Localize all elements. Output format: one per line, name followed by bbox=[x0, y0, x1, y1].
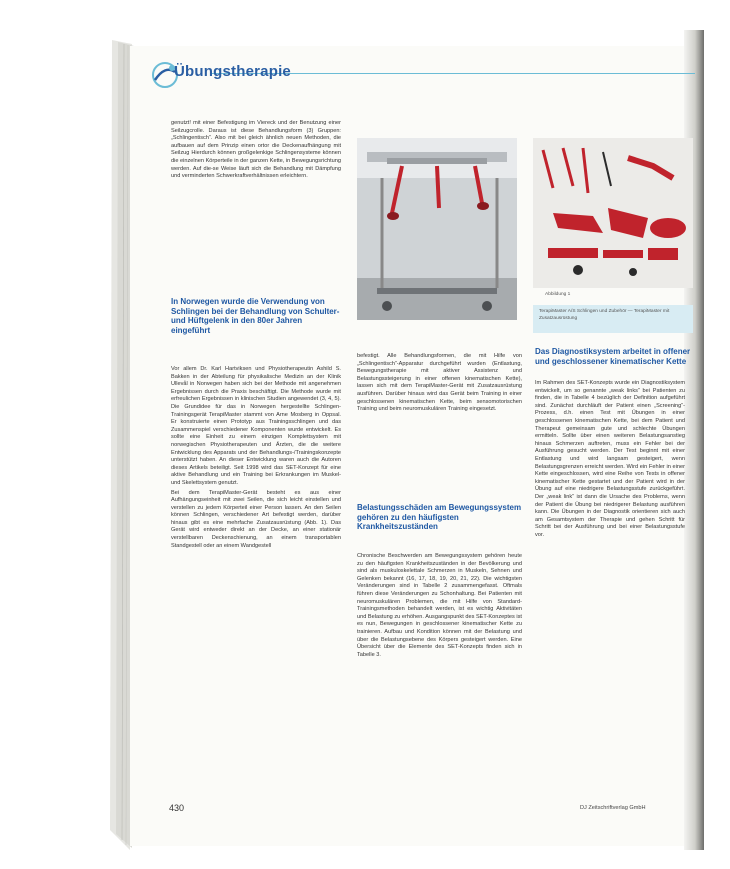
figure-photo-device bbox=[357, 138, 517, 320]
body-paragraph-2: Bei dem TerapiMaster-Gerät besteht es aus einer Aufhängungseinheit mit zwei Seilen, die sich leicht einstellen und verstellen zu jedem Körperteil einer Person lassen. An den Seilen können Schlingen, verschiedener Art befestigt werden, darüber hinaus gibt es eine mehrfache Zusatzausrüstung (Abb. 1). Das Gerät wird entweder direkt an der Decke, an einer stationär verstellbaren Deckenschienung, an einem transportablen Standgestell oder an einem Wandgestell bbox=[171, 489, 341, 549]
column-2-paragraph-2: Chronische Beschwerden am Bewegungssystem gehören heute zu den häufigsten Krankheitszuständen in der Bevölkerung und sind als muskuloskelettale Schmerzen in Muskeln, Sehnen und Gelenken bekannt (16, 17, 18, 19, 20, 21, 22). Die wichtigsten Veränderungen sind in Tabelle 2 zusammengefasst. Oftmals führen diese Veränderungen zu Schonhaltung. Bei Patienten mit neuromuskulären Problemen, die mit Hilfe von Standard-Trainingsmethoden behandelt werden, ist es wichtig Aktivitäten und Belastung zu erhöhen. Ausgangspunkt des SET-Konzeptes ist es nun, Bewegungen in geschlossener kinematischer Kette zu trainieren. Aufbau und Kondition können mit der Belastung und über die Belastungsebene des Körpers gesteigert werden. Eine Übersicht über die Elemente des SET-Konzepts finden sich in Tabelle 3. bbox=[357, 553, 522, 658]
column-3-paragraph: Im Rahmen des SET-Konzepts wurde ein Diagnostiksystem entwickelt, um so genannte „weak links“ bei Patienten zu finden, die in Tabelle 4 bezüglich der Definition aufgeführt sind. Zunächst durchläuft der Patient einen „Screening“-Prozess, d.h. einen Test mit Übungen in einer geschlossenen kinematischen Kette, bei dem Patient und Therapeut gemeinsam gute und schlechte Übungen ermitteln. Sollte über einen weiteren Belastungsanstieg hinaus Schmerzen auftreten, muss ein Fehler bei der Ausführung gesucht werden. Der Test beginnt mit einer Entlastung und wird langsam gesteigert, wenn Belastungsgrenzen erreicht werden. Wird ein Fehler in einer Kette eingeschlossen, wird eine Reihe von Tests in offener kinematischer Kette gestartet und der Patient wird in der Übung auf eine niedrigere Belastungsstufe zurückgeführt. Der „weak link“ ist dann die Ursache des Problems, wenn der Patient die Übung bei niedrigerer Belastung ausführen kann. Die Übungen in der Diagnostik orientieren sich auch am Gesamtsystem der Therapie und gehen Schritt für Schritt bei der Ausführung und bei einer Belastungsstufe vor. bbox=[535, 380, 685, 538]
column-3-body bbox=[535, 380, 685, 541]
column-1-intro bbox=[171, 120, 341, 183]
column-2-continuation bbox=[357, 353, 522, 416]
column-2-paragraph-1: befestigt. Alle Behandlungsformen, die mit Hilfe von „Schlingentisch“-Apparatur durchgeführt wurden (Entlastung, Bewegungstherapie mit aktiver Assistenz und Belastungssteigerung in einer offenen kinematischen Kette), lassen sich mit dem TerapiMaster-Gerät mit Zusatzausrüstung ausführen. Darüber hinaus wird das Gerät beim Training in einer geschlossenen kinematischen Kette, beim sensomotorischen Training und beim neuromuskulären Training eingesetzt. bbox=[357, 353, 522, 413]
footer-publisher: DJ Zeitschriftverlag GmbH bbox=[580, 805, 646, 811]
body-paragraph-1: Vor allem Dr. Karl Hartviksen und Physiotherapeutin Ashild S. Bakken in der Abteilung für physikalische Medizin an der Klinik Ullevål in Norwegen haben sich bei der Methode mit angenehmen Ergebnissen durch die Praxis beschäftigt. Die Methode wurde mit erfreulichen Ergebnissen in klinischen Studien angewendet (3, 4, 5). Die Grundidee für das in Norwegen hergestellte Schlingen-Trainingsgerät TerapiMaster stammt von Arne Mosberg in Oppsal. Er konstruierte einen Prototyp aus Trainingsschlingen und das Zusammenspiel verschiedener Komponenten wurde entwickelt. Es sollte eine Einheit zu einem einzigen Komplettsystem mit norwegischen Physiotherapeuten und Ärzten, die die weitere Entwicklung des Apparats und der Behandlungs-/Trainingskonzepte unterstützt haben. An dieser Entwicklung waren auch die Autoren dieses Artikels beteiligt. Seit 1998 wird das SET-Konzept für eine aktive Behandlung und ein Training bei Erkrankungen im Muskel- und Skelettsystem genutzt. bbox=[171, 366, 341, 486]
accessories-photo-illustration bbox=[533, 138, 693, 288]
column-1-body bbox=[171, 366, 341, 552]
column-2-heading: Belastungsschäden am Bewegungssystem gehören zu den häufigsten Krankheitszuständen bbox=[357, 503, 522, 532]
section-title: Übungstherapie bbox=[174, 63, 291, 80]
column-2-body bbox=[357, 553, 522, 661]
device-photo-illustration bbox=[357, 138, 517, 320]
column-3-heading: Das Diagnostiksystem arbeitet in offener und geschlossener kinematischer Kette bbox=[535, 347, 691, 366]
figure-label: Abbildung 1 bbox=[545, 292, 571, 297]
intro-paragraph: genutzt! mit einer Befestigung im Viereck und der Benutzung einer Seilzugcrolle. Daraus ist diese Behandlungsform (3) Gruppen: „Schlingentisch“. Also mit bei gleich ähnlich neuen Methoden, die aufbauen auf dem Prinzip einen ortor die Deckenaufhängung mit Seilzug Hierdurch können großgelenkige Schlingensysteme können die einzelnen Körperteile in der ganzen Kette, in Bewegungsrichtung werden. Auf die-se Weise läuft sich die Behandlung mit Dämpfung und verminderten Schwerkraftverhältnissen erleichtern. bbox=[171, 120, 341, 180]
page-number: 430 bbox=[169, 803, 185, 813]
figure-photo-accessories bbox=[533, 138, 693, 288]
figure-caption: TerapiMaster A/S Schlingen und Zubehör — TerapiMaster mit Zusatzausrüstung bbox=[533, 305, 693, 333]
column-1-heading: In Norwegen wurde die Verwendung von Schlingen bei der Behandlung von Schulter- und Hüftgelenk in den 80er Jahren eingeführt bbox=[171, 297, 340, 335]
